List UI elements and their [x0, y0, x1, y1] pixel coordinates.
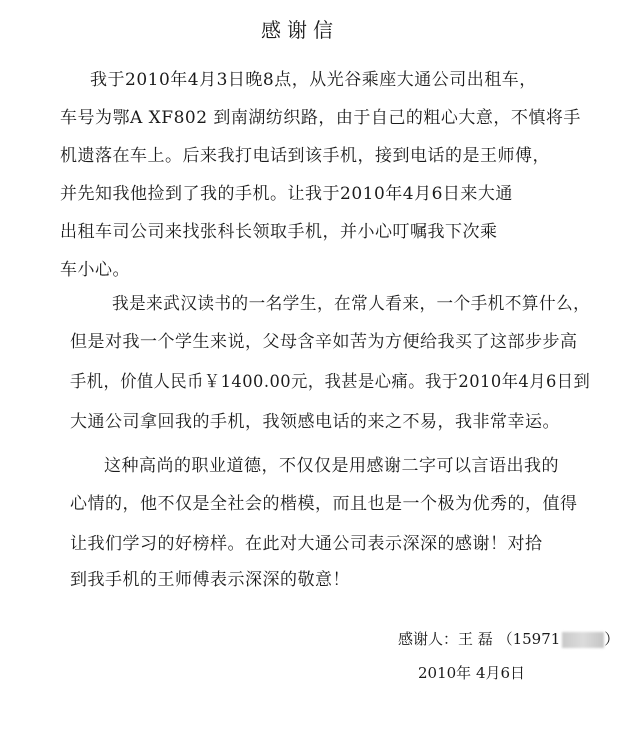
signature-phone: [498, 628, 619, 650]
signature-line: [398, 628, 619, 650]
text-line: 到我手机的王师傅表示深深的敬意！: [70, 570, 350, 590]
text-line: 机遗落在车上。后来我打电话到该手机，接到电话的是王师傅，: [60, 146, 550, 166]
text-line: 让我们学习的好榜样。在此对大通公司表示深深的感谢！对拾: [70, 534, 543, 554]
text-line: 我是来武汉读书的一名学生，在常人看来，一个手机不算什么，: [112, 294, 591, 314]
redaction-blur: [562, 632, 604, 648]
text-line: 但是对我一个学生来说，父母含辛如苦为方便给我买了这部步步高: [70, 332, 578, 352]
text-line: 手机，价值人民币￥1400.00元，我甚是心痛。我于2010年4月6日到: [70, 372, 591, 392]
text-line: 大通公司拿回我的手机，我领感电话的来之不易，我非常幸运。: [70, 412, 560, 432]
phone-prefix: （15971: [497, 630, 561, 648]
letter-date: 2010年 4月6日: [418, 664, 526, 682]
text-line: 心情的，他不仅是全社会的楷模，而且也是一个极为优秀的，值得: [70, 494, 578, 514]
letter-title: 感谢信: [261, 18, 339, 42]
text-line: 车小心。: [60, 260, 130, 280]
signature-label: 感谢人：: [398, 630, 459, 648]
text-line: 车号为鄂A XF802 到南湖纺织路，由于自己的粗心大意，不慎将手: [60, 108, 581, 128]
text-line: 这种高尚的职业道德，不仅仅是用感谢二字可以言语出我的: [104, 456, 559, 476]
text-line: 我于2010年4月3日晚8点，从光谷乘座大通公司出租车，: [90, 70, 537, 90]
text-line: 出租车司公司来找张科长领取手机，并小心叮嘱我下次乘: [60, 222, 498, 242]
text-line: 并先知我他捡到了我的手机。让我于2010年4月6日来大通: [60, 184, 513, 204]
signature-name: 王 磊: [458, 630, 493, 648]
phone-suffix: ）: [604, 630, 619, 648]
